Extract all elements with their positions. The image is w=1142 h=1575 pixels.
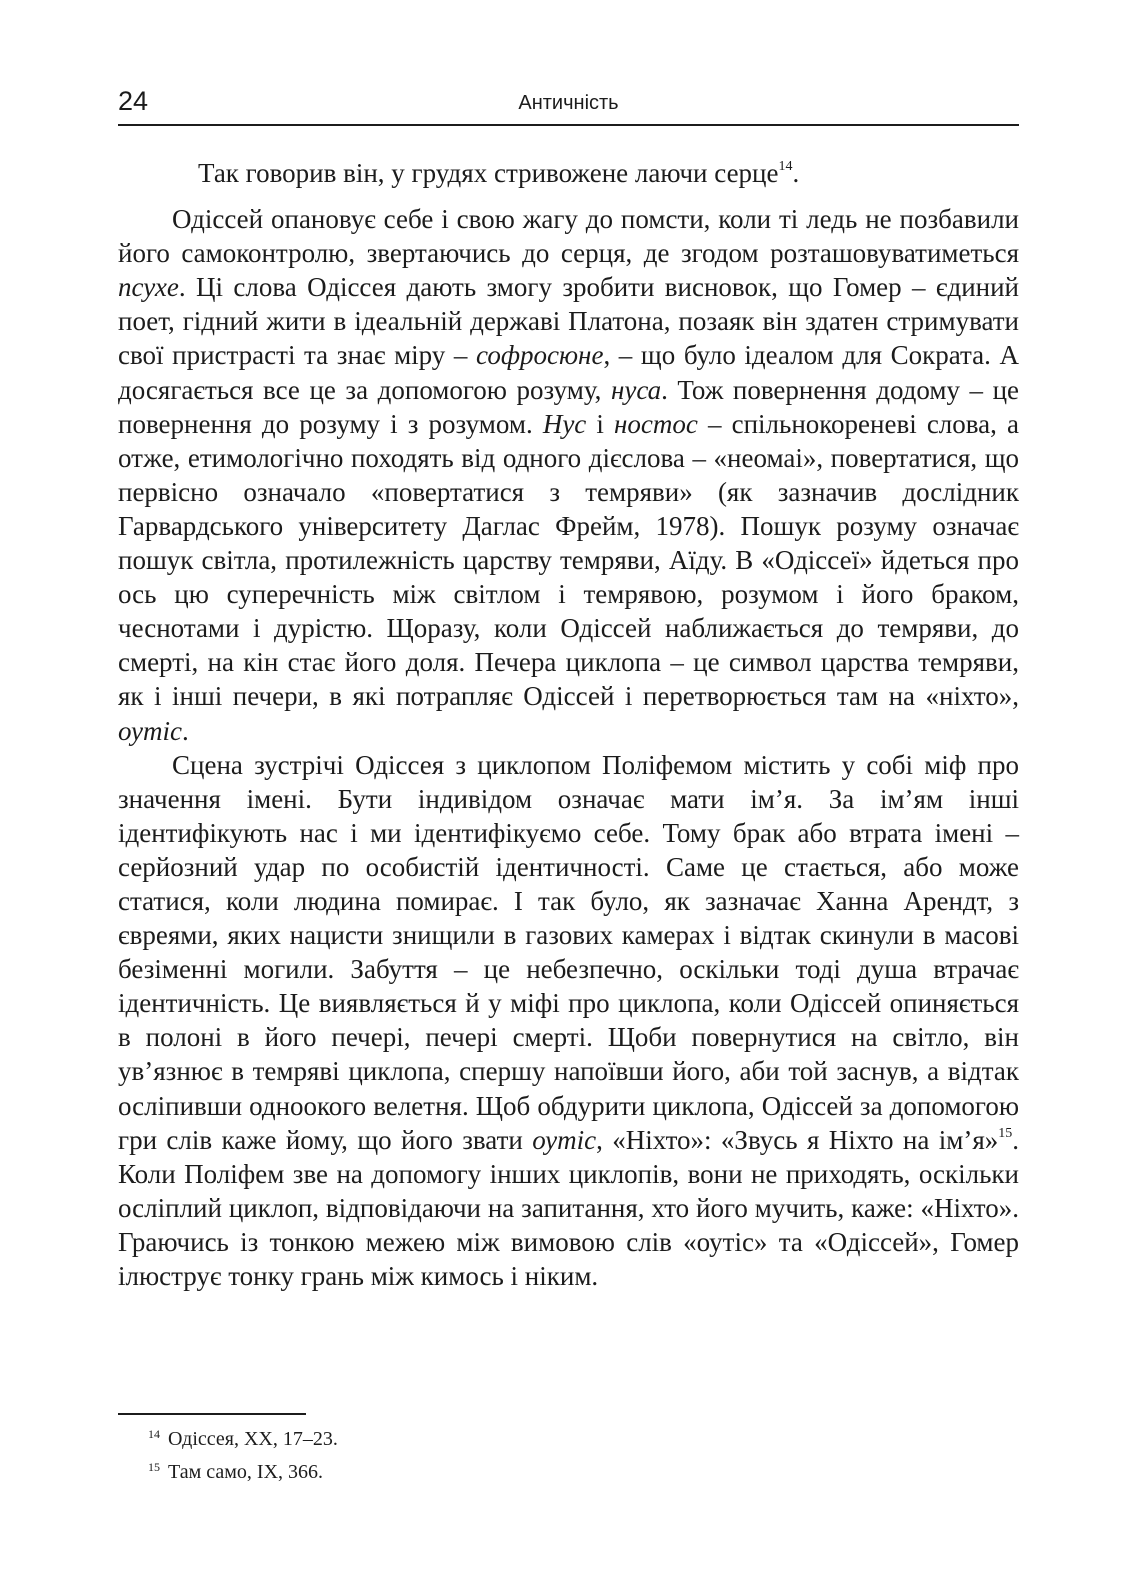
italic-term: Нус <box>542 408 587 439</box>
text-run: і <box>586 408 615 439</box>
footnote-15 <box>148 1453 338 1486</box>
text-run: , – що було ідеалом для Сократа. А досягається все це за допомогою розуму, <box>118 340 1019 405</box>
italic-term: нуса <box>610 374 662 405</box>
paragraph-1 <box>118 202 1019 748</box>
footnote-14 <box>148 1420 338 1453</box>
running-header <box>118 84 1019 126</box>
text-run: Одіссей опановує себе і свою жагу до помсти, коли ті ледь не позбавили його самоконтролю, звертаючись до серця, де згодом розташовуватиметься <box>118 204 1019 269</box>
italic-term: софросюне <box>476 340 604 371</box>
text-run: . <box>181 715 189 746</box>
main-text <box>118 156 1019 1293</box>
epigraph <box>118 156 1019 190</box>
paragraph-2 <box>118 748 1019 1294</box>
epigraph-text: Так говорив він, у грудях стривожене лаючи серце <box>198 158 779 188</box>
text-run: . Тож повернення додому – це повернення до розуму і з розумом. <box>118 374 1020 439</box>
epigraph-end: . <box>792 158 800 188</box>
text-run: . Коли Поліфем зве на допомогу інших циклопів, вони не приходять, оскільки осліплий циклоп, відповідаючи на запитання, хто його мучить, каже: «Ніхто». Граючись із тонкою межею між вимовою слів «оутіс» та «Одіссей», Гомер ілюструє тонку грань між кимось і ніким. <box>118 1124 1019 1291</box>
footnote-text: Там само, IX, 366. <box>168 1461 324 1483</box>
page-number: 24 <box>118 86 149 116</box>
italic-term: ностос <box>614 408 698 439</box>
footnote-ref-14[interactable]: 14 <box>778 159 793 174</box>
text-run: Сцена зустрічі Одіссея з циклопом Поліфемом містить у собі міф про значення імені. Бути індивідом означає мати ім’я. За ім’ям інші ідентифікують нас і ми ідентифікуємо себе. Тому брак або втрата імені – серйозний удар по особистій ідентичності. Саме це стається, або може статися, коли людина помирає. І так було, як зазначає Ханна Арендт, з євреями, яких нацисти знищили в газових камерах і відтак скинули в масові безіменні могили. Забуття – це небезпечно, оскільки тоді душа втрачає ідентичність. Це виявляється й у міфі про циклопа, коли Одіссей опиняється в полоні в його печері, печері смерті. Щоби повернутися на світло, він ув’язнює в темряві циклопа, спершу напоївши його, аби той заснув, а відтак осліпивши одноокого велетня. Щоб обдурити циклопа, Одіссей за допомогою гри слів каже йому, що його звати <box>118 749 1019 1155</box>
text-run: , «Ніхто»: «Звусь я Ніхто на ім’я» <box>596 1124 999 1155</box>
footnotes <box>148 1420 338 1486</box>
footnote-divider <box>118 1413 306 1415</box>
italic-term: оутіс <box>118 715 182 746</box>
italic-term: псухе <box>118 272 179 303</box>
footnote-mark: 15 <box>148 1460 160 1474</box>
text-run: – спільнокореневі слова, а отже, етимологічно походять від одного дієслова – «неомаі», повертатися, що первісно означало «повертатися з темряви» (як зазначив дослідник Гарвардського університету Даглас Фрейм, 1978). Пошук розуму означає пошук світла, протилежність царству темряви, Аїду. В «Одіссеї» йдеться про ось цю суперечність між світлом і темрявою, розумом і його браком, чеснотами і дурістю. Щоразу, коли Одіссей наближається до темряви, до смерті, на кін стає його доля. Печера циклопа – це символ царства темряви, як і інші печери, в які потрапляє Одіссей і перетворюється там на «ніхто», <box>118 408 1019 712</box>
text-run: . Ці слова Одіссея дають змогу зробити висновок, що Гомер – єдиний поет, гідний жити в ідеальній державі Платона, позаяк він здатен стримувати свої пристрасті та знає міру – <box>118 272 1019 371</box>
running-title: Античність <box>518 92 619 114</box>
footnote-ref-15[interactable]: 15 <box>998 1125 1013 1141</box>
italic-term: оутіс <box>532 1124 597 1155</box>
footnote-text: Одіссея, XX, 17–23. <box>168 1428 338 1450</box>
footnote-mark: 14 <box>148 1427 160 1441</box>
